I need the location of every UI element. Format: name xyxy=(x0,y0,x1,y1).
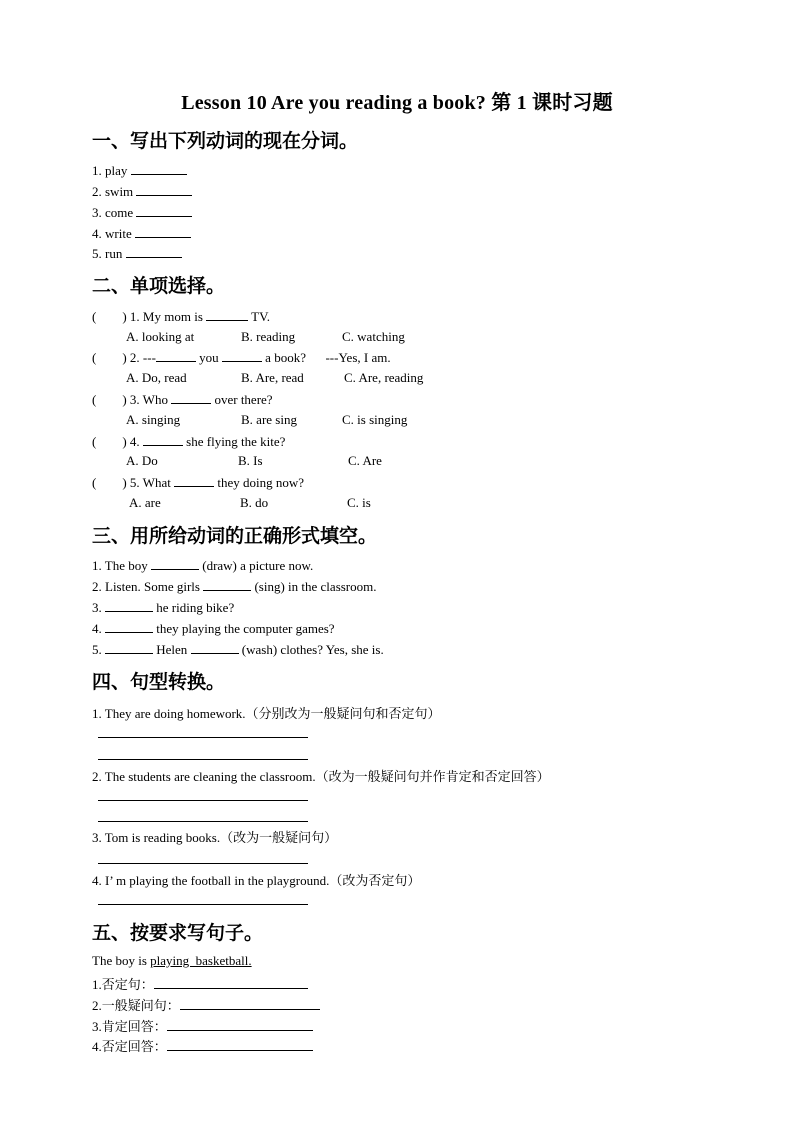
list-item: 3.肯定回答： xyxy=(92,1016,313,1035)
answer-line[interactable] xyxy=(98,737,308,738)
list-item: 1.否定句： xyxy=(92,974,308,993)
answer-blank[interactable] xyxy=(136,183,192,196)
answer-line[interactable] xyxy=(98,904,308,905)
section-1-heading: 一、写出下列动词的现在分词。 xyxy=(92,130,359,152)
options-row: A. singing B. are sing C. is singing xyxy=(126,412,408,427)
answer-blank[interactable] xyxy=(180,997,320,1010)
list-item: 4. write xyxy=(92,225,191,242)
answer-blank[interactable] xyxy=(154,976,308,989)
options-row: A. Do B. Is C. Are xyxy=(126,453,382,468)
answer-line[interactable] xyxy=(98,821,308,822)
answer-blank[interactable] xyxy=(105,641,153,654)
question-row: ( ) 2. --- you a book? ---Yes, I am. xyxy=(92,350,391,365)
answer-blank[interactable] xyxy=(171,391,211,404)
list-item: 1. They are doing homework.（分别改为一般疑问句和否定句） xyxy=(92,706,441,721)
list-item: 2. swim xyxy=(92,183,192,200)
answer-blank[interactable] xyxy=(151,557,199,570)
list-item: 2. Listen. Some girls (sing) in the classroom. xyxy=(92,579,377,594)
answer-line[interactable] xyxy=(98,800,308,801)
answer-blank[interactable] xyxy=(105,599,153,612)
answer-blank[interactable] xyxy=(143,433,183,446)
answer-blank[interactable] xyxy=(105,620,153,633)
list-item: 3. come xyxy=(92,204,192,221)
answer-blank[interactable] xyxy=(206,308,248,321)
answer-blank[interactable] xyxy=(203,578,251,591)
list-item: 2. The students are cleaning the classroom.（改为一般疑问句并作肯定和否定回答） xyxy=(92,769,550,784)
answer-blank[interactable] xyxy=(191,641,239,654)
answer-blank[interactable] xyxy=(174,474,214,487)
section-4-heading: 四、句型转换。 xyxy=(92,671,226,693)
options-row: A. looking at B. reading C. watching xyxy=(126,329,405,344)
answer-blank[interactable] xyxy=(131,162,187,175)
list-item: 5. Helen (wash) clothes? Yes, she is. xyxy=(92,642,384,657)
page-title: Lesson 10 Are you reading a book? 第 1 课时习题 xyxy=(181,92,613,114)
section-3-heading: 三、用所给动词的正确形式填空。 xyxy=(92,525,378,547)
section-2-heading: 二、单项选择。 xyxy=(92,275,226,297)
answer-blank[interactable] xyxy=(135,225,191,238)
question-row: ( ) 1. My mom is TV. xyxy=(92,309,271,324)
answer-blank[interactable] xyxy=(156,349,196,362)
list-item: 4. I’ m playing the football in the playground.（改为否定句） xyxy=(92,873,421,888)
options-row: A. Do, read B. Are, read C. Are, reading xyxy=(126,370,424,385)
list-item: 2.一般疑问句： xyxy=(92,995,320,1014)
question-row: ( ) 4. she flying the kite? xyxy=(92,434,286,449)
question-row: ( ) 5. What they doing now? xyxy=(92,475,304,490)
prompt-sentence: The boy is playing basketball. xyxy=(92,953,252,968)
list-item: 3. he riding bike? xyxy=(92,600,235,615)
list-item: 4.否定回答： xyxy=(92,1036,313,1055)
answer-blank[interactable] xyxy=(167,1018,313,1031)
options-row: A. are B. do C. is xyxy=(129,495,371,510)
list-item: 3. Tom is reading books.（改为一般疑问句） xyxy=(92,830,338,845)
section-5-heading: 五、按要求写句子。 xyxy=(92,922,264,944)
list-item: 5. run xyxy=(92,245,182,262)
list-item: 1. play xyxy=(92,162,187,179)
answer-blank[interactable] xyxy=(136,204,192,217)
list-item: 1. The boy (draw) a picture now. xyxy=(92,558,314,573)
answer-line[interactable] xyxy=(98,863,308,864)
answer-blank[interactable] xyxy=(222,349,262,362)
answer-blank[interactable] xyxy=(126,245,182,258)
question-row: ( ) 3. Who over there? xyxy=(92,392,273,407)
list-item: 4. they playing the computer games? xyxy=(92,621,335,636)
answer-line[interactable] xyxy=(98,759,308,760)
answer-blank[interactable] xyxy=(167,1038,313,1051)
